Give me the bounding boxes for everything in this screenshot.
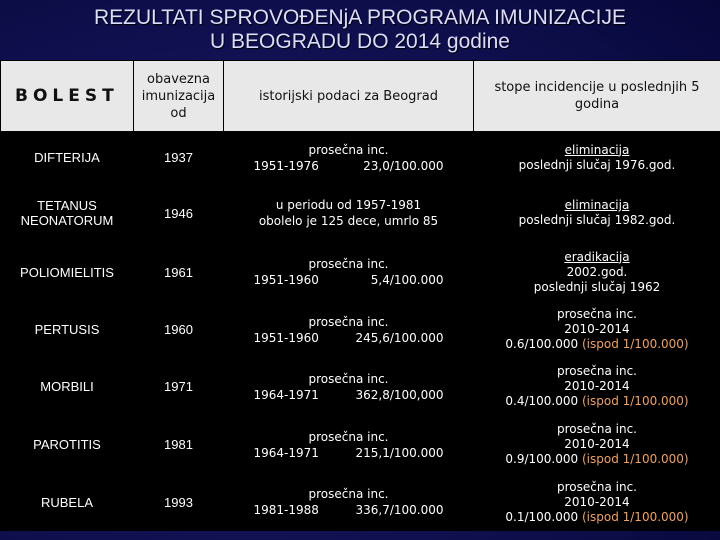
cell-disease: POLIOMIELITIS <box>1 243 134 302</box>
cell-historical <box>224 416 474 474</box>
hist-label: prosečna inc. <box>308 142 389 157</box>
cell-year: 1993 <box>134 474 224 531</box>
rate-label: prosečna inc. <box>557 307 637 321</box>
header-disease: BOLEST <box>1 61 134 132</box>
table-row <box>1 184 720 243</box>
rate-detail: poslednji slučaj 1976.god. <box>518 157 676 172</box>
cell-year: 1971 <box>134 358 224 416</box>
hist-period-value <box>254 330 444 346</box>
cell-year: 1937 <box>134 132 224 184</box>
cell-incidence <box>474 302 720 358</box>
table-row <box>1 132 720 184</box>
rate-status-link[interactable]: eliminacija <box>564 142 630 157</box>
cell-historical <box>224 358 474 416</box>
cell-incidence <box>474 358 720 416</box>
cell-incidence <box>474 474 720 531</box>
hist-value: 215,1/100.000 <box>355 445 444 460</box>
title-line-2: U BEOGRADU DO 2014 godine <box>210 30 510 53</box>
cell-historical <box>224 184 474 243</box>
rate-value: 0.1/100.000 <box>505 509 579 524</box>
rate-period: 2010-2014 <box>564 322 630 336</box>
page-title <box>0 6 720 54</box>
header-historical-data: istorijski podaci za Beograd <box>224 61 474 132</box>
rate-status-link[interactable]: eliminacija <box>564 198 630 212</box>
rate-status-link[interactable]: eradikacija <box>564 249 630 264</box>
hist-value: 362,8/100,000 <box>355 387 444 402</box>
rate-label: prosečna inc. <box>557 422 637 436</box>
hist-label: prosečna inc. <box>308 257 389 271</box>
hist-period: 1951-1960 <box>253 273 319 287</box>
cell-disease: DIFTERIJA <box>1 132 134 184</box>
hist-value: 336,7/100.000 <box>355 503 444 517</box>
rate-detail: poslednji slučaj 1982.god. <box>518 213 676 227</box>
cell-disease: PAROTITIS <box>1 416 134 474</box>
cell-historical <box>224 243 474 302</box>
rate-value: 0.6/100.000 <box>505 337 579 351</box>
cell-year: 1981 <box>134 416 224 474</box>
table-header-row <box>1 61 720 132</box>
table-row <box>1 243 720 302</box>
hist-period-value <box>254 387 444 403</box>
hist-label: prosečna inc. <box>308 314 389 329</box>
rate-label: prosečna inc. <box>557 364 637 378</box>
cell-incidence <box>474 243 720 302</box>
rate-note: (ispod 1/100.000) <box>581 452 689 466</box>
rate-period: 2010-2014 <box>564 437 630 451</box>
cell-historical <box>224 474 474 531</box>
cell-incidence <box>474 132 720 184</box>
cell-year: 1960 <box>134 302 224 358</box>
cell-disease: TETANUS NEONATORUM <box>1 184 134 243</box>
cell-incidence <box>474 416 720 474</box>
rate-value: 0.4/100.000 <box>505 394 579 408</box>
table-row <box>1 302 720 358</box>
hist-period: 1981-1988 <box>253 503 319 517</box>
immunization-results-table <box>0 60 720 531</box>
rate-value: 0.9/100.000 <box>505 452 579 466</box>
hist-period-value <box>254 272 444 288</box>
rate-period: 2010-2014 <box>564 494 630 509</box>
hist-line-2: obolelo je 125 dece, umrlo 85 <box>258 214 439 228</box>
hist-period-value <box>254 502 444 518</box>
cell-historical <box>224 302 474 358</box>
title-line-1: REZULTATI SPROVOĐENjA PROGRAMA IMUNIZACIJE <box>93 6 627 29</box>
rate-year: 2002.god. <box>566 264 628 279</box>
hist-period: 1951-1976 <box>253 158 319 173</box>
hist-label: prosečna inc. <box>308 429 389 444</box>
hist-line-1: u periodu od 1957-1981 <box>275 198 422 212</box>
cell-year: 1946 <box>134 184 224 243</box>
cell-disease: MORBILI <box>1 358 134 416</box>
hist-label: prosečna inc. <box>308 487 389 501</box>
rate-period: 2010-2014 <box>564 379 630 393</box>
header-incidence-rates: stope incidencije u poslednjih 5 godina <box>474 61 720 132</box>
hist-label: prosečna inc. <box>308 371 389 386</box>
hist-value: 23,0/100.000 <box>363 158 444 173</box>
rate-note: (ispod 1/100.000) <box>581 394 689 408</box>
hist-period: 1951-1960 <box>253 330 319 345</box>
cell-year: 1961 <box>134 243 224 302</box>
hist-value: 245,6/100.000 <box>355 330 444 345</box>
hist-period-value <box>254 158 444 174</box>
table-row <box>1 416 720 474</box>
rate-label: prosečna inc. <box>557 479 637 494</box>
hist-period: 1964-1971 <box>253 387 319 402</box>
cell-historical <box>224 132 474 184</box>
header-mandatory-immunization: obavezna imunizacija od <box>134 61 224 132</box>
hist-period-value <box>254 445 444 461</box>
rate-note: (ispod 1/100.000) <box>581 509 689 524</box>
cell-disease: PERTUSIS <box>1 302 134 358</box>
rate-detail: poslednji slučaj 1962 <box>533 279 661 294</box>
hist-value: 5,4/100.000 <box>370 273 444 287</box>
cell-incidence <box>474 184 720 243</box>
table-row <box>1 358 720 416</box>
table-row <box>1 474 720 531</box>
rate-note: (ispod 1/100.000) <box>581 337 689 351</box>
hist-period: 1964-1971 <box>253 445 319 460</box>
cell-disease: RUBELA <box>1 474 134 531</box>
